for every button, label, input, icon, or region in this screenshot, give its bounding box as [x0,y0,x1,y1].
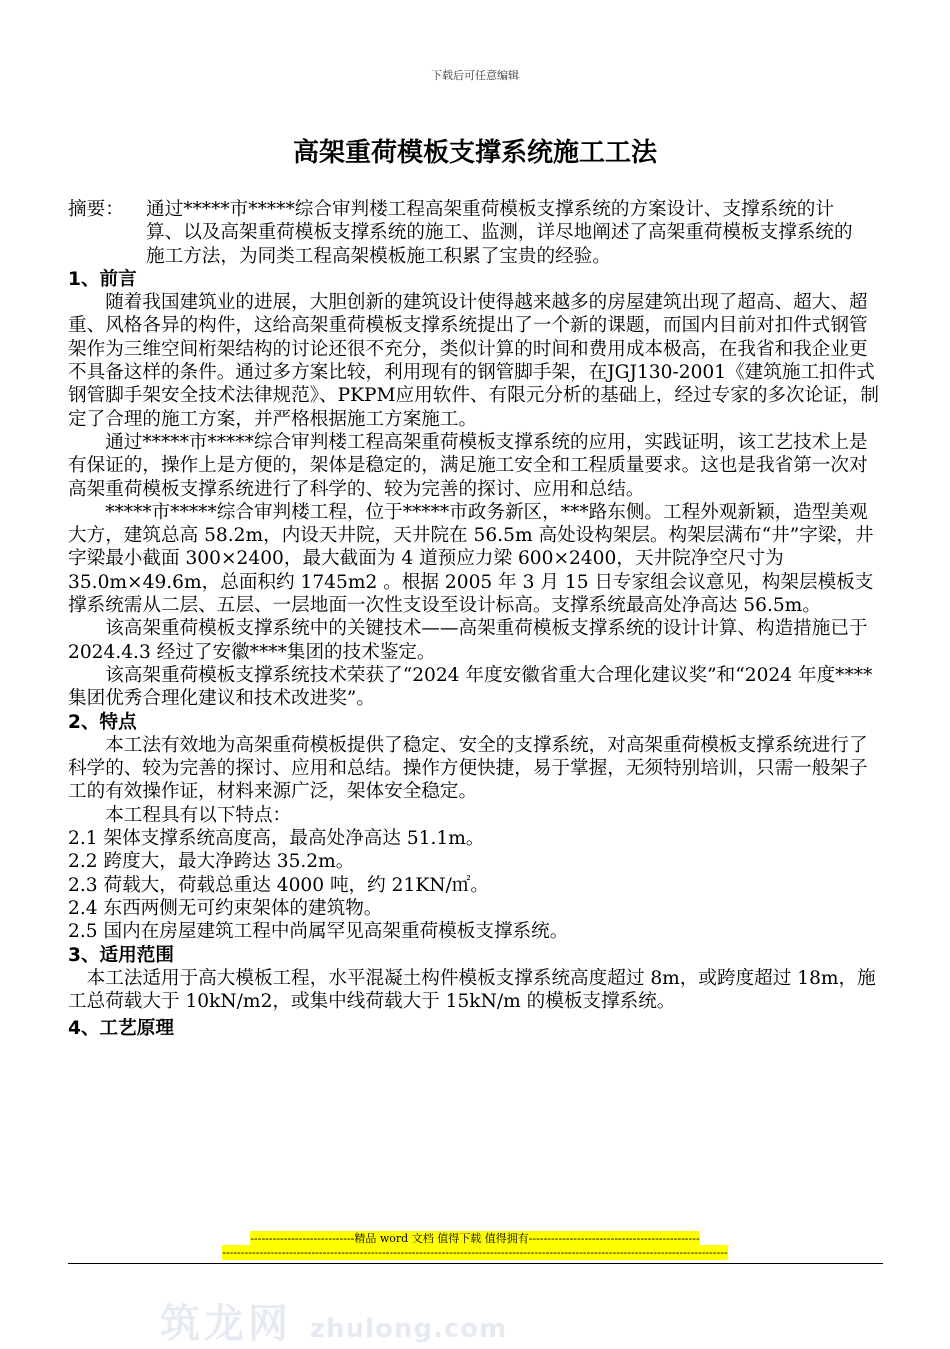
feature-item: 2.3 荷载大，荷载总重达 4000 吨，约 21KN/㎡。 [68,874,489,896]
watermark-en: zhulong.com [309,1314,508,1344]
section-heading-4: 4、工艺原理 [68,1018,174,1040]
feature-item: 2.5 国内在房屋建筑工程中尚属罕见高架重荷模板支撑系统。 [68,921,569,943]
section-1-paragraph: 通过*****市*****综合审判楼工程高架重荷模板支撑系统的应用，实践证明，该工艺技术上是有保证的，操作上是方便的，架体是稳定的，满足施工安全和工程质量要求。这也是我省第一次对高架重荷模板支撑系统进行了科学的、较为完善的探讨、应用和总结。 [68,431,868,500]
abstract-label: 摘要： [68,199,124,220]
section-1-paragraph: 该高架重荷模板支撑系统中的关键技术——高架重荷模板支撑系统的设计计算、构造措施已于 2024.4.3 经过了安徽****集团的技术鉴定。 [68,618,868,663]
section-1-paragraph: *****市*****综合审判楼工程，位于*****市政务新区，***路东侧。工程外观新颖，造型美观大方，建筑总高 58.2m，内设天井院，天井院在 56.5m 高处设构架层。构架层满布“井”字梁，井字梁最小截面 300×2400，最大截面为 4 道预应力梁 600×2400，天井院净空尺寸为 35.0m×49.6m，总面积约 1745m2 。根据 2005 年 3 月 15 日专家组会议意见，构架层模板支撑系统需从二层、五层、一层地面一次性支设至设计标高。支撑系统最高处净高达 56.5m。 [68,501,874,617]
section-heading-1: 1、前言 [68,268,137,290]
document-title: 高架重荷模板支撑系统施工工法 [292,138,657,168]
footer-banner-line-1 [0,1230,950,1246]
feature-item: 2.2 跨度大，最大净跨达 35.2m。 [68,851,355,873]
feature-item: 2.1 架体支撑系统高度高，最高处净高达 51.1m。 [68,828,485,850]
feature-item: 2.4 东西两侧无可约束架体的建筑物。 [68,897,383,919]
section-2-paragraph: 本工法有效地为高架重荷模板提供了稳定、安全的支撑系统，对高架重荷模板支撑系统进行了科学的、较为完善的探讨、应用和总结。操作方便快捷，易于掌握，无须特别培训，只需一般架子工的有效操作证，材料来源广泛，架体安全稳定。 [68,734,868,803]
section-heading-3: 3、适用范围 [68,944,174,966]
section-3-paragraph: 本工法适用于高大模板工程，水平混凝土构件模板支撑系统高度超过 8m，或跨度超过 18m，施工总荷载大于 10kN/m2，或集中线荷载大于 15kN/m 的模板支撑系统。 [68,967,876,1013]
abstract [68,198,886,268]
section-heading-2: 2、特点 [68,711,137,733]
watermark-logo [160,1292,507,1349]
section-1-paragraph: 该高架重荷模板支撑系统技术荣获了“2024 年度安徽省重大合理化建议奖”和“2024 年度****集团优秀合理化建议和技术改进奖”。 [68,664,873,710]
footer-banner-text-2: ---------------------------------------------------------------------------------------------------------------------------------------- [222,1246,728,1259]
footer-banner-text-1: ----------------------------精品 word 文档 值得下载 值得拥有---------------------------------------------- [250,1232,700,1245]
watermark-cn: 筑龙网 [160,1301,292,1347]
footer-banner-line-2 [0,1246,950,1259]
header-note: 下载后可任意编辑 [431,69,519,82]
footer-divider [68,1263,883,1264]
section-2-paragraph: 本工程具有以下特点： [105,804,292,826]
document-body [68,198,886,1041]
abstract-text: 通过*****市*****综合审判楼工程高架重荷模板支撑系统的方案设计、支撑系统的计算、以及高架重荷模板支撑系统的施工、监测，详尽地阐述了高架重荷模板支撑系统的施工方法，为同类工程高架模板施工积累了宝贵的经验。 [146,199,853,267]
section-1-paragraph: 随着我国建筑业的进展，大胆创新的建筑设计使得越来越多的房屋建筑出现了超高、超大、超重、风格各异的构件，这给高架重荷模板支撑系统提出了一个新的课题，而国内目前对扣件式钢管架作为三维空间桁架结构的讨论还很不充分，类似计算的时间和费用成本极高，在我省和我企业更不具备这样的条件。通过多方案比较，利用现有的钢管脚手架，在JGJ130-2001《建筑施工扣件式钢管脚手架安全技术法律规范》、PKPM应用软件、有限元分析的基础上，经过专家的多次论证，制定了合理的施工方案，并严格根据施工方案施工。 [68,292,879,430]
